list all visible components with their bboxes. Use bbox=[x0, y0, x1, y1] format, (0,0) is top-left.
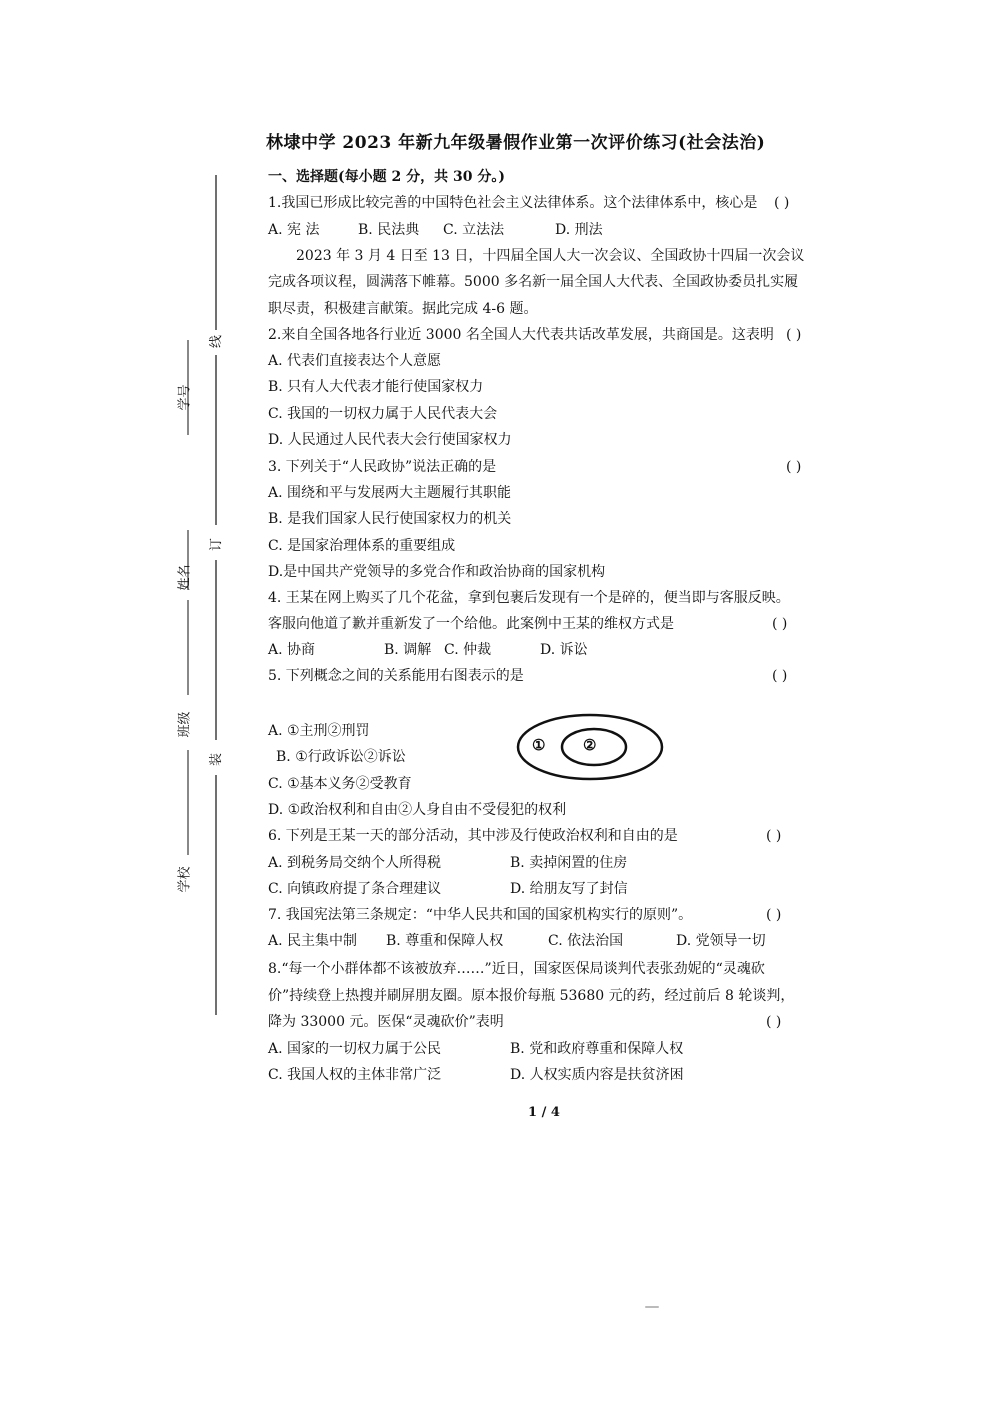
question-3-option-d[interactable]: D.是中国共产党领导的多党合作和政治协商的国家机构 bbox=[268, 564, 606, 580]
question-1-answer-bracket[interactable]: ( ) bbox=[774, 195, 790, 211]
question-5-option-c[interactable]: C. ①基本义务②受教育 bbox=[268, 776, 412, 792]
question-1-option-b[interactable]: B. 民法典 bbox=[358, 222, 420, 238]
question-6-option-c[interactable]: C. 向镇政府提了条合理建议 bbox=[268, 881, 442, 897]
question-2-option-b[interactable]: B. 只有人大代表才能行使国家权力 bbox=[268, 379, 484, 395]
question-3-option-b[interactable]: B. 是我们国家人民行使国家权力的机关 bbox=[268, 511, 512, 527]
question-7-option-a[interactable]: A. 民主集中制 bbox=[268, 933, 358, 949]
question-8-stem: 8.“每一个小群体都不该被放弃……”近日，国家医保局谈判代表张劲妮的“灵魂砍 bbox=[268, 961, 765, 977]
question-8-option-d[interactable]: D. 人权实质内容是扶贫济困 bbox=[510, 1067, 684, 1083]
question-8-option-c[interactable]: C. 我国人权的主体非常广泛 bbox=[268, 1067, 442, 1083]
question-4-stem-2: 客服向他道了歉并重新发了一个给他。此案例中王某的维权方式是 bbox=[268, 616, 674, 632]
question-7-option-d[interactable]: D. 党领导一切 bbox=[676, 933, 766, 949]
question-1-stem: 1.我国已形成比较完善的中国特色社会主义法律体系。这个法律体系中，核心是 bbox=[268, 195, 758, 211]
scan-smudge bbox=[645, 1306, 659, 1308]
diagram-label-outer: ① bbox=[532, 736, 546, 754]
question-1-option-c[interactable]: C. 立法法 bbox=[443, 222, 505, 238]
question-8-stem-2: 价”持续登上热搜并刷屏朋友圈。原本报价每瓶 53680 元的药，经过前后 8 轮谈判， bbox=[268, 988, 795, 1004]
name-label: 姓名 bbox=[177, 564, 193, 591]
material-line-1: 2023 年 3 月 4 日至 13 日，十四届全国人大一次会议、全国政协十四届一次会议 bbox=[296, 248, 805, 264]
seal-char-line: 线 bbox=[209, 334, 225, 349]
question-8-option-a[interactable]: A. 国家的一切权力属于公民 bbox=[268, 1041, 442, 1057]
question-5-answer-bracket[interactable]: ( ) bbox=[772, 668, 788, 684]
student-id-label: 学号 bbox=[177, 384, 193, 411]
question-5-stem: 5. 下列概念之间的关系能用右图表示的是 bbox=[268, 668, 524, 684]
question-1-option-a[interactable]: A. 宪 法 bbox=[268, 222, 320, 238]
question-5-option-b[interactable]: B. ①行政诉讼②诉讼 bbox=[276, 749, 406, 765]
page-number: 1 / 4 bbox=[528, 1105, 560, 1120]
question-8-option-b[interactable]: B. 党和政府尊重和保障人权 bbox=[510, 1041, 684, 1057]
question-3-answer-bracket[interactable]: ( ) bbox=[786, 459, 802, 475]
question-2-option-d[interactable]: D. 人民通过人民代表大会行使国家权力 bbox=[268, 432, 512, 448]
question-6-option-b[interactable]: B. 卖掉闲置的住房 bbox=[510, 855, 628, 871]
question-2-option-a[interactable]: A. 代表们直接表达个人意愿 bbox=[268, 353, 442, 369]
binding-margin bbox=[150, 170, 230, 1020]
question-6-option-d[interactable]: D. 给朋友写了封信 bbox=[510, 881, 628, 897]
page-title: 林埭中学 2023 年新九年级暑假作业第一次评价练习(社会法治) bbox=[266, 133, 766, 153]
question-3-stem: 3. 下列关于“人民政协”说法正确的是 bbox=[268, 459, 497, 475]
seal-char-mount: 装 bbox=[209, 752, 225, 767]
question-7-answer-bracket[interactable]: ( ) bbox=[766, 907, 782, 923]
question-4-stem: 4. 王某在网上购买了几个花盆，拿到包裹后发现有一个是碎的，便当即与客服反映。 bbox=[268, 590, 790, 606]
question-5-option-a[interactable]: A. ①主刑②刑罚 bbox=[268, 723, 370, 739]
question-4-answer-bracket[interactable]: ( ) bbox=[772, 616, 788, 632]
question-6-option-a[interactable]: A. 到税务局交纳个人所得税 bbox=[268, 855, 442, 871]
question-7-option-c[interactable]: C. 依法治国 bbox=[548, 933, 624, 949]
question-2-answer-bracket[interactable]: ( ) bbox=[786, 327, 802, 343]
question-2-option-c[interactable]: C. 我国的一切权力属于人民代表大会 bbox=[268, 406, 498, 422]
seal-char-bind: 订 bbox=[209, 537, 225, 552]
question-5-nested-diagram bbox=[515, 712, 665, 786]
question-8-stem-3: 降为 33000 元。医保“灵魂砍价”表明 bbox=[268, 1014, 504, 1030]
question-3-option-a[interactable]: A. 围绕和平与发展两大主题履行其职能 bbox=[268, 485, 512, 501]
class-label: 班级 bbox=[177, 711, 193, 738]
material-line-3: 职尽责，积极建言献策。据此完成 4-6 题。 bbox=[268, 301, 538, 317]
material-line-2: 完成各项议程，圆满落下帷幕。5000 多名新一届全国人大代表、全国政协委员扎实履 bbox=[268, 274, 799, 290]
question-1-option-d[interactable]: D. 刑法 bbox=[555, 222, 603, 238]
question-4-option-a[interactable]: A. 协商 bbox=[268, 642, 316, 658]
question-3-option-c[interactable]: C. 是国家治理体系的重要组成 bbox=[268, 538, 456, 554]
section-heading: 一、选择题(每小题 2 分，共 30 分。) bbox=[268, 169, 505, 185]
question-7-option-b[interactable]: B. 尊重和保障人权 bbox=[386, 933, 504, 949]
school-label: 学校 bbox=[177, 866, 193, 893]
question-6-stem: 6. 下列是王某一天的部分活动，其中涉及行使政治权利和自由的是 bbox=[268, 828, 678, 844]
question-5-option-d[interactable]: D. ①政治权利和自由②人身自由不受侵犯的权利 bbox=[268, 802, 567, 818]
question-4-option-b[interactable]: B. 调解 bbox=[384, 642, 432, 658]
question-7-stem: 7. 我国宪法第三条规定：“中华人民共和国的国家机构实行的原则”。 bbox=[268, 907, 693, 923]
question-6-answer-bracket[interactable]: ( ) bbox=[766, 828, 782, 844]
diagram-label-inner: ② bbox=[583, 736, 597, 754]
question-4-option-d[interactable]: D. 诉讼 bbox=[540, 642, 588, 658]
question-4-option-c[interactable]: C. 仲裁 bbox=[444, 642, 492, 658]
question-8-answer-bracket[interactable]: ( ) bbox=[766, 1014, 782, 1030]
question-2-stem: 2.来自全国各地各行业近 3000 名全国人大代表共话改革发展，共商国是。这表明 bbox=[268, 327, 774, 343]
